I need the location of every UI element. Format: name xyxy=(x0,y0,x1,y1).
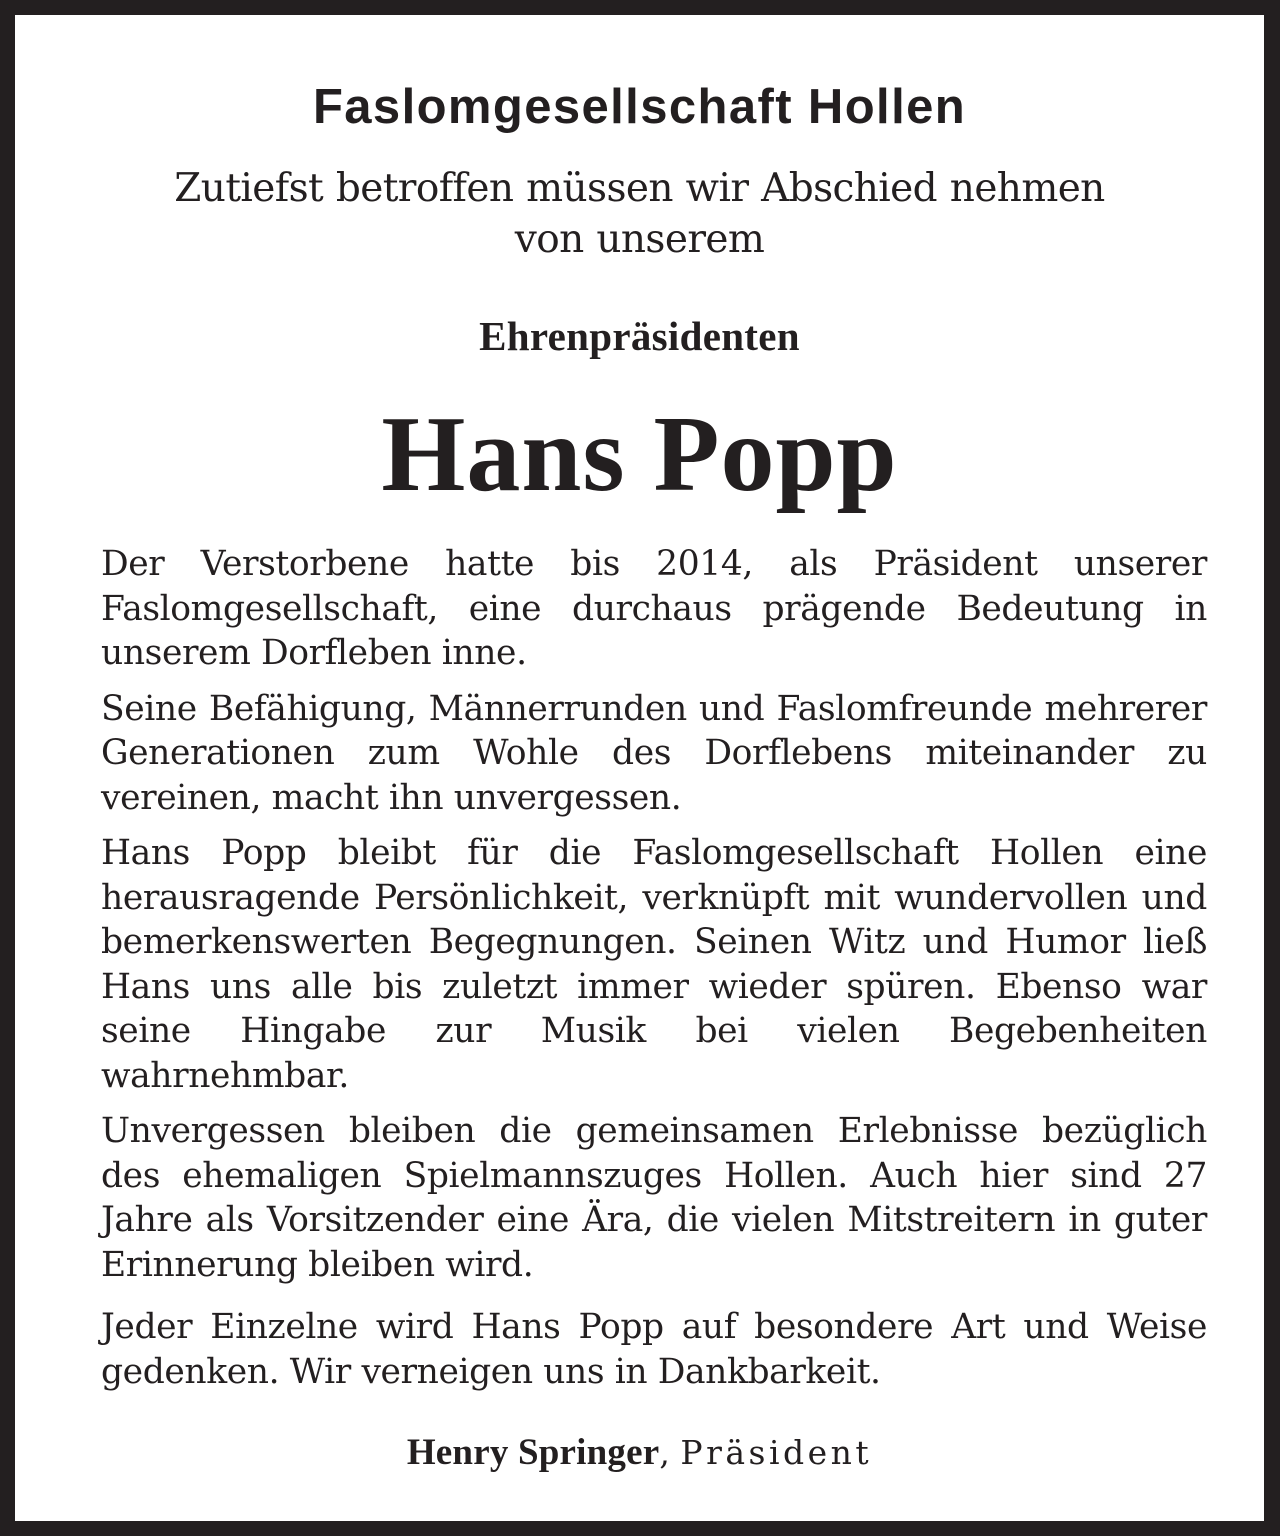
body-paragraph: Hans Popp bleibt für die Faslomgesellschaft Hollen eine herausragende Persönlichkeit, verknüpft mit wundervollen und bemerkenswerten Begegnungen. Seinen Witz und Humor ließ Hans uns alle bis zuletzt immer wieder spüren. Ebenso war seine Hingabe zur Musik bei vielen Begebenheiten wahrnehmbar. xyxy=(101,833,1207,1096)
organization-title: Faslomgesellschaft Hollen xyxy=(312,80,967,134)
signature xyxy=(15,1430,1264,1476)
lead-line: von unserem xyxy=(514,217,765,262)
signatory-role: Präsident xyxy=(680,1433,873,1472)
honorific-title: Ehrenpräsidenten xyxy=(479,313,800,359)
obituary-body xyxy=(101,542,1207,1405)
deceased-name: Hans Popp xyxy=(381,395,898,514)
signature-separator: , xyxy=(659,1433,681,1472)
lead-line: Zutiefst betroffen müssen wir Abschied nehmen xyxy=(174,166,1105,211)
body-paragraph: Unvergessen bleiben die gemeinsamen Erlebnisse bezüglich des ehemaligen Spielmannszuges Hollen. Auch hier sind 27 Jahre als Vorsitzender eine Ära, die vielen Mitstreitern in guter Erinnerung bleiben wird. xyxy=(101,1111,1207,1285)
closing-paragraph: Jeder Einzelne wird Hans Popp auf besondere Art und Weise gedenken. Wir verneigen uns in Dankbarkeit. xyxy=(101,1307,1207,1392)
body-paragraph: Seine Befähigung, Männerrunden und Faslomfreunde mehrerer Generationen zum Wohle des Dorflebens miteinander zu vereinen, macht ihn unvergessen. xyxy=(101,688,1207,818)
body-paragraph: Der Verstorbene hatte bis 2014, als Präsident unserer Faslomgesellschaft, eine durchaus prägende Bedeutung in unserem Dorfleben inne. xyxy=(101,544,1207,673)
lead-text xyxy=(85,163,1194,265)
signatory-name: Henry Springer xyxy=(406,1432,660,1473)
